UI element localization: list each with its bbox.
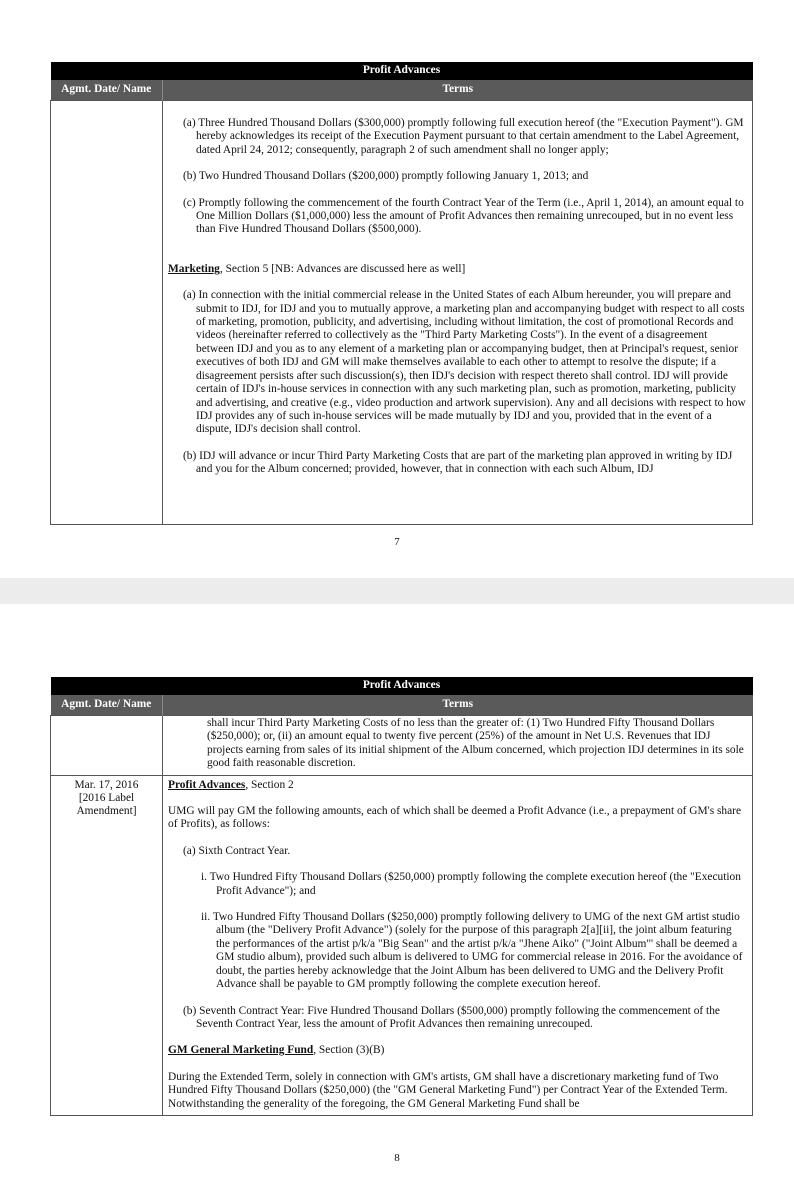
agreement-name: [2016 Label: [78, 792, 135, 805]
section-ref: , Section 5 [NB: Advances are discussed here as well]: [219, 262, 466, 275]
profit-advances-table: [50, 62, 753, 525]
marketing-fund-heading: GM General Marketing Fund: [168, 1044, 314, 1057]
list-item: (b) IDJ will advance or incur Third Party Marketing Costs that are part of the marketing plan approved in writing by IDJ and you for the Album concerned; provided, however, that in connection with each such Album, IDJ: [183, 449, 733, 476]
column-header-date: Agmt. Date/ Name: [51, 80, 163, 101]
list-item: (a) Sixth Contract Year.: [183, 844, 291, 857]
paragraph: During the Extended Term, solely in connection with GM's artists, GM shall have a discretionary marketing fund of Two Hundred Fifty Thousand Dollars ($250,000) (the "GM General Marketing Fund") per Contract Year of the Extended Term. Notwithstanding the generality of the foregoing, the GM General Marketing Fund shall be: [168, 1070, 728, 1110]
terms-cell: [163, 101, 753, 525]
section-heading: [168, 263, 746, 276]
list-item: (b) Two Hundred Thousand Dollars ($200,000) promptly following January 1, 2013; and: [183, 170, 589, 183]
table-row: [51, 716, 753, 776]
profit-advances-heading: Profit Advances: [168, 778, 246, 791]
list-item: (a) Three Hundred Thousand Dollars ($300,000) promptly following full execution hereof (the "Execution Payment"). GM hereby acknowledges its receipt of the Execution Payment pursuant to that certain amendment to the Label Agreement, dated April 24, 2012; consequently, paragraph 2 of such amendment shall no longer apply;: [183, 117, 744, 156]
agreement-name: Amendment]: [76, 805, 137, 818]
column-header-date: Agmt. Date/ Name: [51, 695, 163, 716]
section-ref: , Section (3)(B): [313, 1044, 385, 1057]
table-title: Profit Advances: [51, 677, 753, 695]
terms-cell: shall incur Third Party Marketing Costs of no less than the greater of: (1) Two Hundred Fifty Thousand Dollars ($250,000); or, (ii) an amount equal to twenty five percent (25%) of the amount in Net U.S. Revenues that IDJ projects earning from sales of its initial shipment of the Album concerned, which projection IDJ determines in its sole good faith reasonable discretion.: [163, 716, 753, 776]
list-item: i. Two Hundred Fifty Thousand Dollars ($250,000) promptly following the complete execution hereof (the "Execution Profit Advance"); and: [201, 871, 741, 897]
date-cell: [51, 775, 163, 1115]
column-header-terms: Terms: [163, 695, 753, 716]
table-row: [51, 775, 753, 1115]
column-header-terms: Terms: [163, 80, 753, 101]
page-number: 8: [394, 1152, 400, 1164]
table-title: Profit Advances: [51, 62, 753, 80]
paragraph: UMG will pay GM the following amounts, each of which shall be deemed a Profit Advance (i.e., a prepayment of GM's share of Profits), as follows:: [168, 805, 742, 831]
list-item: (a) In connection with the initial commercial release in the United States of each Album hereunder, you will prepare and submit to IDJ, for IDJ and you to mutually approve, a marketing plan and accompanying budget with respect to all costs of marketing, promotion, publicity, and advertising, including without limitation, the cost of promotional Records and videos (hereinafter referred to collectively as the "Third Party Marketing Costs"). In the event of a disagreement between IDJ and you as to any element of a marketing plan or accompanying budget, then at Principal's request, senior executives of both IDJ and GM will make themselves available to each other to attempt to resolve the dispute; if a disagreement persists after such discussion(s), then IDJ's decision with respect thereto shall control. IDJ will provide certain of IDJ's in-house services in connection with any such marketing plan, such as promotion, marketing, publicity and advertising, and creative (e.g., video production and artwork supervision). Any and all decisions with respect to how IDJ provides any of such in-house services will be made mutually by IDJ and you, provided that in the event of a dispute, IDJ's decision shall control.: [183, 289, 746, 436]
page-number: 7: [394, 536, 400, 548]
date-cell: [51, 716, 163, 776]
list-item: (c) Promptly following the commencement of the fourth Contract Year of the Term (i.e., April 1, 2014), an amount equal to One Million Dollars ($1,000,000) less the amount of Profit Advances then remaining unrecouped, but in no event less than Five Hundred Thousand Dollars ($500,000).: [183, 196, 744, 236]
terms-cell: [163, 775, 753, 1115]
document-page-8: [0, 604, 794, 1200]
list-item: ii. Two Hundred Fifty Thousand Dollars ($250,000) promptly following delivery to UMG of the next GM artist studio album (the "Delivery Profit Advance") (solely for the purpose of this paragraph 2[a][ii], the joint album featuring the performances of the artist p/k/a "Big Sean" and the artist p/k/a "Jhene Aiko" ("Joint Album"' shall be deemed a GM studio album), provided such album is delivered to UMG for commercial release in 2016. For the avoidance of doubt, the parties hereby acknowledge that the Joint Album has been delivered to UMG and the Delivery Profit Advance shall be payable to GM promptly following the complete execution hereof.: [201, 911, 743, 991]
date-cell: [51, 101, 163, 525]
document-page-7: [0, 0, 794, 578]
section-ref: , Section 2: [245, 778, 294, 791]
table-row: [51, 101, 753, 525]
list-item: (b) Seventh Contract Year: Five Hundred Thousand Dollars ($500,000) promptly following the commencement of the Seventh Contract Year, less the amount of Profit Advances then remaining unrecouped.: [183, 1004, 720, 1030]
marketing-heading: Marketing: [168, 262, 220, 275]
profit-advances-table: [50, 677, 753, 1116]
agreement-date: Mar. 17, 2016: [74, 778, 139, 791]
